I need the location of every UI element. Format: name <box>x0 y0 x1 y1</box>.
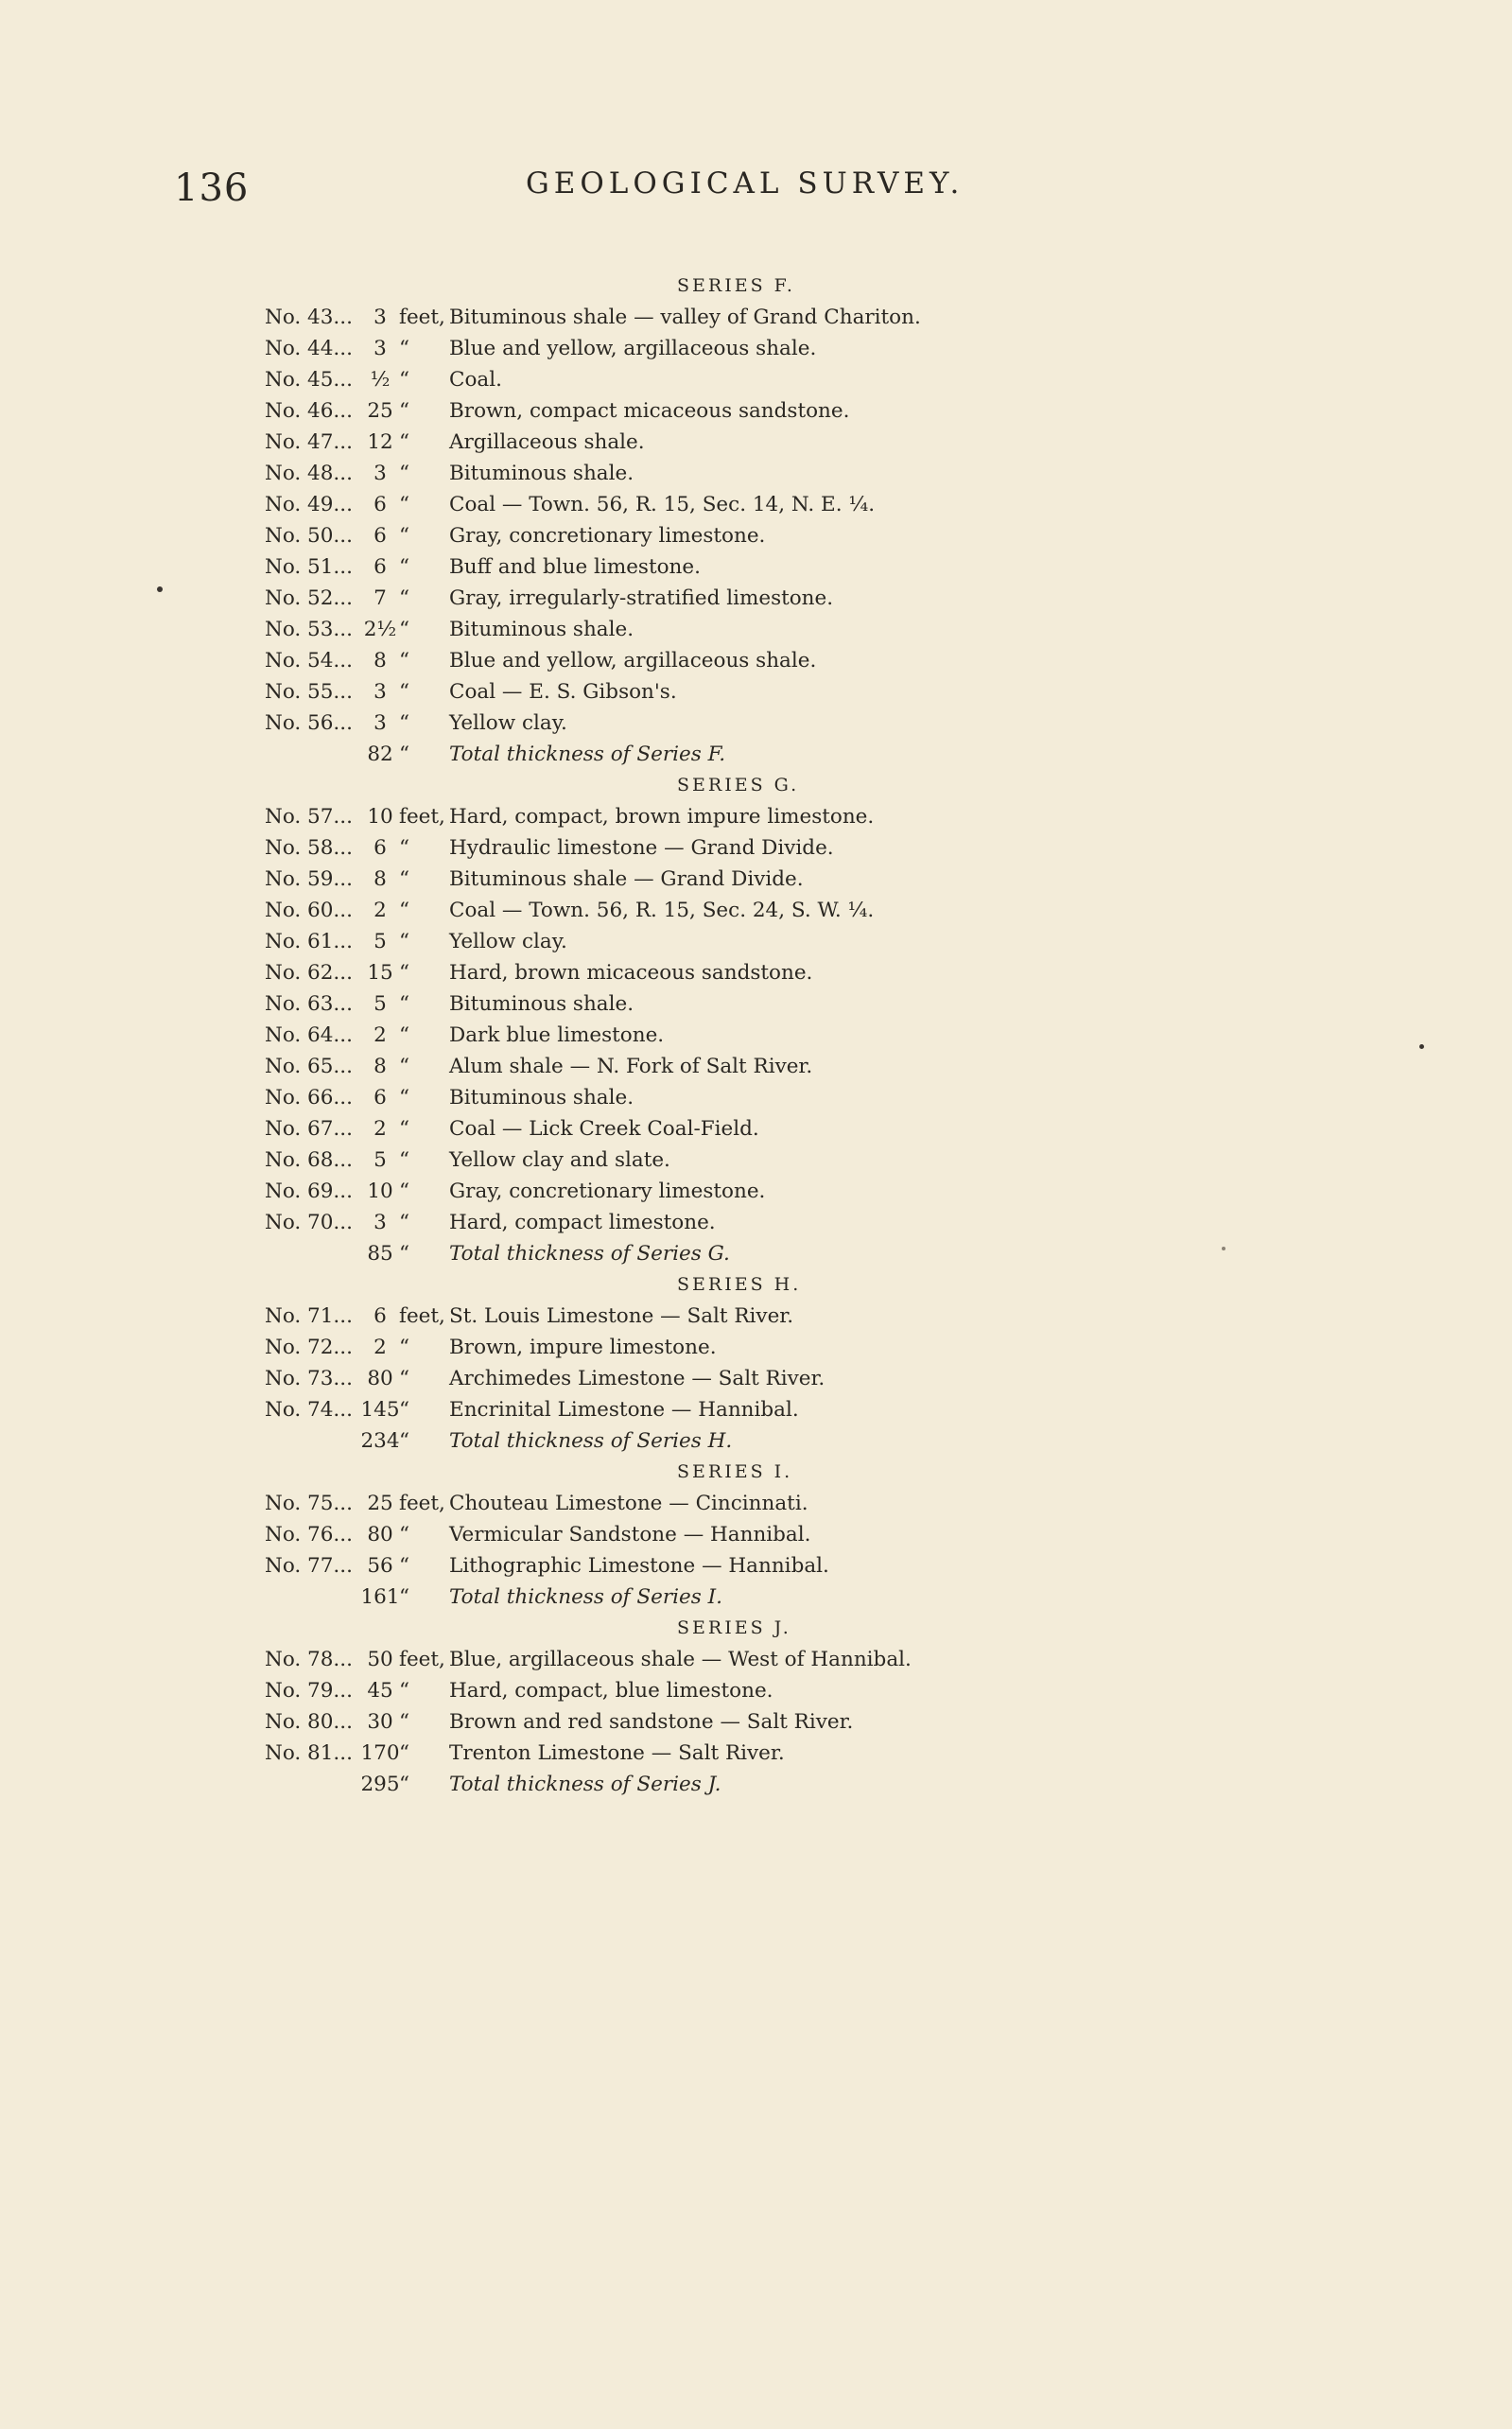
thickness-unit: “ <box>399 1336 409 1359</box>
thickness-value: 3 <box>374 711 387 735</box>
table-row <box>265 1550 1116 1581</box>
table-row <box>265 458 1116 489</box>
stratum-description: Argillaceous shale. <box>449 430 645 454</box>
thickness-value: 10 <box>367 1180 393 1203</box>
specimen-number: No. 70... <box>265 1211 353 1234</box>
specimen-number: No. 48... <box>265 462 353 485</box>
thickness-unit: “ <box>399 1023 409 1047</box>
total-label: Total thickness of Series J. <box>449 1773 721 1796</box>
table-row <box>265 1145 1116 1176</box>
thickness-unit: feet, <box>399 1648 445 1671</box>
specimen-number: No. 80... <box>265 1710 353 1734</box>
stratum-description: Gray, irregularly-stratified limestone. <box>449 586 834 610</box>
stratum-description: Buff and blue limestone. <box>449 555 701 579</box>
thickness-unit: “ <box>399 743 409 766</box>
table-row <box>265 708 1116 739</box>
thickness-value: 6 <box>374 836 387 860</box>
thickness-unit: “ <box>399 1180 409 1203</box>
specimen-number: No. 53... <box>265 618 353 641</box>
table-row <box>265 1738 1116 1769</box>
series-block <box>265 1457 1116 1613</box>
stratum-description: Brown, impure limestone. <box>449 1336 717 1359</box>
series-heading: SERIES H. <box>677 1274 802 1295</box>
total-thickness: 234 <box>360 1429 400 1453</box>
stratum-description: Bituminous shale — valley of Grand Chariton. <box>449 306 921 329</box>
stratum-description: Yellow clay. <box>449 930 567 953</box>
specimen-number: No. 51... <box>265 555 353 579</box>
thickness-value: 6 <box>374 555 387 579</box>
thickness-unit: “ <box>399 836 409 860</box>
table-row <box>265 333 1116 364</box>
thickness-value: 2½ <box>363 618 397 641</box>
thickness-unit: “ <box>399 1086 409 1110</box>
specimen-number: No. 52... <box>265 586 353 610</box>
series-block <box>265 1613 1116 1800</box>
stratum-description: Bituminous shale. <box>449 618 634 641</box>
specimen-number: No. 72... <box>265 1336 353 1359</box>
thickness-unit: feet, <box>399 306 445 329</box>
thickness-unit: “ <box>399 1117 409 1141</box>
thickness-value: 3 <box>374 680 387 704</box>
thickness-value: 12 <box>367 430 393 454</box>
thickness-value: 6 <box>374 493 387 516</box>
thickness-value: 5 <box>374 1148 387 1172</box>
thickness-unit: “ <box>399 1773 409 1796</box>
table-row <box>265 1082 1116 1113</box>
table-row <box>265 1207 1116 1238</box>
series-heading: SERIES F. <box>677 275 795 296</box>
thickness-value: 3 <box>374 337 387 360</box>
thickness-unit: “ <box>399 430 409 454</box>
stratum-description: Coal — Town. 56, R. 15, Sec. 24, S. W. ¼. <box>449 899 875 922</box>
table-row <box>265 957 1116 988</box>
thickness-value: 8 <box>374 1055 387 1078</box>
thickness-value: 7 <box>374 586 387 610</box>
series-block <box>265 1269 1116 1457</box>
table-row <box>265 645 1116 676</box>
thickness-value: 170 <box>360 1741 400 1765</box>
thickness-unit: “ <box>399 1055 409 1078</box>
specimen-number: No. 77... <box>265 1554 353 1578</box>
thickness-value: 80 <box>367 1367 393 1390</box>
specimen-number: No. 56... <box>265 711 353 735</box>
specimen-number: No. 61... <box>265 930 353 953</box>
thickness-value: 6 <box>374 524 387 548</box>
thickness-value: 56 <box>367 1554 393 1578</box>
stratum-description: Hard, brown micaceous sandstone. <box>449 961 813 985</box>
stratum-description: Hydraulic limestone — Grand Divide. <box>449 836 834 860</box>
table-row <box>265 1644 1116 1675</box>
thickness-unit: “ <box>399 899 409 922</box>
table-row <box>265 895 1116 926</box>
thickness-value: ½ <box>370 368 391 392</box>
thickness-unit: feet, <box>399 1492 445 1515</box>
specimen-number: No. 65... <box>265 1055 353 1078</box>
total-row <box>265 739 1116 770</box>
thickness-value: 25 <box>367 399 393 423</box>
thickness-unit: “ <box>399 368 409 392</box>
specimen-number: No. 75... <box>265 1492 353 1515</box>
total-thickness: 161 <box>360 1585 400 1609</box>
thickness-value: 5 <box>374 992 387 1016</box>
series-heading: SERIES I. <box>677 1461 793 1482</box>
specimen-number: No. 67... <box>265 1117 353 1141</box>
stratum-description: Blue and yellow, argillaceous shale. <box>449 337 817 360</box>
thickness-unit: “ <box>399 462 409 485</box>
print-speck <box>1222 1247 1225 1250</box>
stratum-description: Bituminous shale. <box>449 462 634 485</box>
table-row <box>265 614 1116 645</box>
thickness-unit: “ <box>399 1554 409 1578</box>
thickness-unit: “ <box>399 1242 409 1266</box>
specimen-number: No. 55... <box>265 680 353 704</box>
thickness-unit: “ <box>399 586 409 610</box>
thickness-value: 2 <box>374 1023 387 1047</box>
table-row <box>265 801 1116 832</box>
stratum-description: Blue and yellow, argillaceous shale. <box>449 649 817 673</box>
thickness-unit: “ <box>399 1367 409 1390</box>
stratum-description: Encrinital Limestone — Hannibal. <box>449 1398 799 1422</box>
stratum-description: Blue, argillaceous shale — West of Hannibal. <box>449 1648 912 1671</box>
total-thickness: 295 <box>360 1773 400 1796</box>
series-heading: SERIES J. <box>677 1617 791 1638</box>
table-row <box>265 395 1116 427</box>
thickness-unit: feet, <box>399 1304 445 1328</box>
thickness-unit: “ <box>399 649 409 673</box>
total-thickness: 85 <box>367 1242 393 1266</box>
thickness-unit: “ <box>399 1585 409 1609</box>
table-row <box>265 1363 1116 1394</box>
specimen-number: No. 60... <box>265 899 353 922</box>
thickness-unit: “ <box>399 961 409 985</box>
thickness-unit: “ <box>399 867 409 891</box>
stratum-description: Bituminous shale. <box>449 992 634 1016</box>
table-row <box>265 832 1116 864</box>
total-row <box>265 1581 1116 1613</box>
thickness-value: 2 <box>374 899 387 922</box>
table-row <box>265 302 1116 333</box>
stratum-description: Bituminous shale. <box>449 1086 634 1110</box>
total-label: Total thickness of Series I. <box>449 1585 722 1609</box>
running-head: GEOLOGICAL SURVEY. <box>526 166 965 201</box>
specimen-number: No. 71... <box>265 1304 353 1328</box>
total-label: Total thickness of Series H. <box>449 1429 733 1453</box>
thickness-unit: “ <box>399 1741 409 1765</box>
thickness-value: 15 <box>367 961 393 985</box>
thickness-unit: “ <box>399 493 409 516</box>
thickness-unit: “ <box>399 711 409 735</box>
table-row <box>265 489 1116 520</box>
stratum-description: Alum shale — N. Fork of Salt River. <box>449 1055 813 1078</box>
specimen-number: No. 54... <box>265 649 353 673</box>
specimen-number: No. 62... <box>265 961 353 985</box>
stratum-description: Coal — Lick Creek Coal-Field. <box>449 1117 759 1141</box>
specimen-number: No. 66... <box>265 1086 353 1110</box>
series-block <box>265 770 1116 1269</box>
table-row <box>265 427 1116 458</box>
table-row <box>265 1176 1116 1207</box>
specimen-number: No. 49... <box>265 493 353 516</box>
table-row <box>265 1519 1116 1550</box>
stratum-description: Brown, compact micaceous sandstone. <box>449 399 850 423</box>
vertical-section-table <box>265 271 1116 1800</box>
thickness-value: 8 <box>374 867 387 891</box>
specimen-number: No. 73... <box>265 1367 353 1390</box>
thickness-unit: “ <box>399 992 409 1016</box>
table-row <box>265 1394 1116 1425</box>
thickness-value: 145 <box>360 1398 400 1422</box>
thickness-value: 10 <box>367 805 393 829</box>
table-row <box>265 1488 1116 1519</box>
specimen-number: No. 79... <box>265 1679 353 1703</box>
total-thickness: 82 <box>367 743 393 766</box>
thickness-unit: “ <box>399 1429 409 1453</box>
stratum-description: Lithographic Limestone — Hannibal. <box>449 1554 829 1578</box>
stratum-description: Coal. <box>449 368 502 392</box>
thickness-unit: “ <box>399 1398 409 1422</box>
specimen-number: No. 64... <box>265 1023 353 1047</box>
table-row <box>265 1675 1116 1706</box>
thickness-value: 80 <box>367 1523 393 1547</box>
stratum-description: Hard, compact, blue limestone. <box>449 1679 773 1703</box>
stratum-description: Chouteau Limestone — Cincinnati. <box>449 1492 808 1515</box>
table-row <box>265 1113 1116 1145</box>
thickness-unit: “ <box>399 1148 409 1172</box>
stratum-description: Gray, concretionary limestone. <box>449 524 766 548</box>
table-row <box>265 1332 1116 1363</box>
series-block <box>265 271 1116 770</box>
total-row <box>265 1769 1116 1800</box>
specimen-number: No. 45... <box>265 368 353 392</box>
thickness-unit: “ <box>399 680 409 704</box>
thickness-value: 50 <box>367 1648 393 1671</box>
thickness-unit: “ <box>399 618 409 641</box>
thickness-value: 3 <box>374 462 387 485</box>
thickness-value: 3 <box>374 306 387 329</box>
specimen-number: No. 76... <box>265 1523 353 1547</box>
specimen-number: No. 57... <box>265 805 353 829</box>
table-row <box>265 1051 1116 1082</box>
total-row <box>265 1238 1116 1269</box>
thickness-value: 6 <box>374 1086 387 1110</box>
thickness-unit: “ <box>399 1710 409 1734</box>
thickness-value: 30 <box>367 1710 393 1734</box>
thickness-value: 6 <box>374 1304 387 1328</box>
stratum-description: Brown and red sandstone — Salt River. <box>449 1710 854 1734</box>
series-heading: SERIES G. <box>677 775 800 795</box>
thickness-unit: “ <box>399 555 409 579</box>
specimen-number: No. 78... <box>265 1648 353 1671</box>
specimen-number: No. 50... <box>265 524 353 548</box>
thickness-unit: “ <box>399 1679 409 1703</box>
stratum-description: Gray, concretionary limestone. <box>449 1180 766 1203</box>
print-speck <box>157 586 163 592</box>
stratum-description: Archimedes Limestone — Salt River. <box>449 1367 826 1390</box>
table-row <box>265 676 1116 708</box>
stratum-description: Yellow clay. <box>449 711 567 735</box>
thickness-unit: “ <box>399 1211 409 1234</box>
table-row <box>265 988 1116 1020</box>
stratum-description: Yellow clay and slate. <box>449 1148 670 1172</box>
stratum-description: Vermicular Sandstone — Hannibal. <box>449 1523 811 1547</box>
stratum-description: Dark blue limestone. <box>449 1023 665 1047</box>
table-row <box>265 583 1116 614</box>
stratum-description: Trenton Limestone — Salt River. <box>449 1741 785 1765</box>
specimen-number: No. 58... <box>265 836 353 860</box>
table-row <box>265 364 1116 395</box>
table-row <box>265 1706 1116 1738</box>
stratum-description: Bituminous shale — Grand Divide. <box>449 867 804 891</box>
thickness-unit: “ <box>399 1523 409 1547</box>
thickness-value: 5 <box>374 930 387 953</box>
total-label: Total thickness of Series F. <box>449 743 726 766</box>
specimen-number: No. 59... <box>265 867 353 891</box>
specimen-number: No. 43... <box>265 306 353 329</box>
table-row <box>265 864 1116 895</box>
print-speck <box>1419 1044 1424 1049</box>
stratum-description: St. Louis Limestone — Salt River. <box>449 1304 794 1328</box>
thickness-value: 25 <box>367 1492 393 1515</box>
page-number: 136 <box>174 166 250 210</box>
table-row <box>265 520 1116 551</box>
thickness-value: 2 <box>374 1336 387 1359</box>
stratum-description: Hard, compact, brown impure limestone. <box>449 805 875 829</box>
thickness-value: 45 <box>367 1679 393 1703</box>
stratum-description: Coal — E. S. Gibson's. <box>449 680 677 704</box>
thickness-value: 8 <box>374 649 387 673</box>
total-row <box>265 1425 1116 1457</box>
specimen-number: No. 81... <box>265 1741 353 1765</box>
specimen-number: No. 44... <box>265 337 353 360</box>
stratum-description: Coal — Town. 56, R. 15, Sec. 14, N. E. ¼. <box>449 493 876 516</box>
table-row <box>265 1020 1116 1051</box>
specimen-number: No. 46... <box>265 399 353 423</box>
specimen-number: No. 74... <box>265 1398 353 1422</box>
thickness-value: 2 <box>374 1117 387 1141</box>
specimen-number: No. 68... <box>265 1148 353 1172</box>
specimen-number: No. 69... <box>265 1180 353 1203</box>
table-row <box>265 551 1116 583</box>
thickness-value: 3 <box>374 1211 387 1234</box>
thickness-unit: “ <box>399 524 409 548</box>
thickness-unit: “ <box>399 399 409 423</box>
thickness-unit: “ <box>399 930 409 953</box>
thickness-unit: feet, <box>399 805 445 829</box>
stratum-description: Hard, compact limestone. <box>449 1211 716 1234</box>
table-row <box>265 1301 1116 1332</box>
specimen-number: No. 63... <box>265 992 353 1016</box>
specimen-number: No. 47... <box>265 430 353 454</box>
thickness-unit: “ <box>399 337 409 360</box>
table-row <box>265 926 1116 957</box>
total-label: Total thickness of Series G. <box>449 1242 730 1266</box>
